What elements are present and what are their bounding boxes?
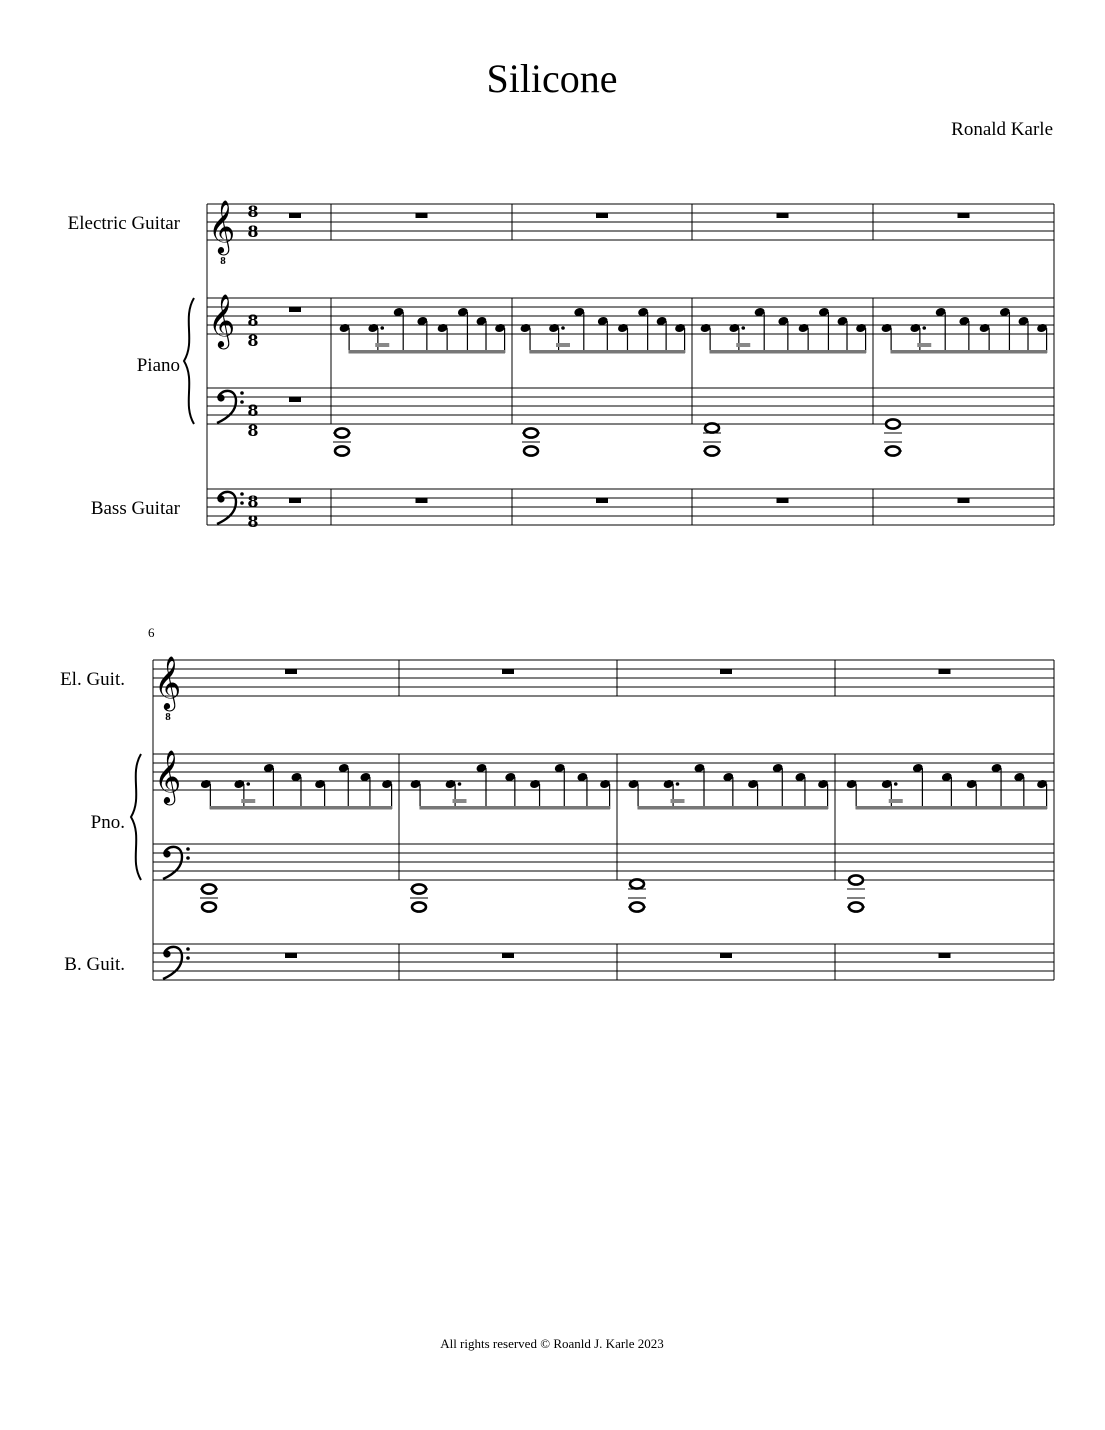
whole-note — [886, 419, 900, 428]
beam — [710, 350, 866, 354]
staff-label-b-guit: B. Guit. — [64, 954, 125, 975]
copyright-notice: All rights reserved © Roanld J. Karle 2023 — [440, 1336, 664, 1351]
treble-clef-icon: 𝄞 — [154, 749, 182, 803]
time-sig-piano-lh-top: 8 — [247, 401, 259, 420]
whole-note — [412, 884, 426, 893]
clef-octave-marker: 8 — [220, 255, 226, 267]
bass-clef-dot — [186, 956, 190, 960]
whole-rest — [416, 213, 428, 218]
time-sig-guitar-top: 8 — [247, 202, 259, 221]
sixteenth-rest — [453, 799, 467, 803]
whole-rest — [416, 498, 428, 503]
bass-clef-dot — [217, 495, 224, 502]
beam — [637, 806, 828, 810]
whole-note — [849, 875, 863, 884]
whole-note — [412, 902, 426, 911]
piano-brace — [131, 754, 141, 880]
whole-note — [524, 428, 538, 437]
whole-rest — [720, 669, 732, 674]
dot — [894, 782, 898, 786]
time-sig-bass-bottom: 8 — [247, 512, 259, 531]
whole-rest — [289, 307, 301, 312]
time-sig-piano-rh-bottom: 8 — [247, 331, 259, 350]
dot — [458, 782, 462, 786]
music-notation — [131, 199, 1054, 980]
beam — [210, 806, 392, 810]
piano-brace — [184, 298, 194, 424]
treble-clef-icon: 𝄞 — [208, 293, 236, 347]
bass-clef-dot — [240, 391, 244, 395]
whole-rest — [939, 953, 951, 958]
time-sig-piano-lh-bottom: 8 — [247, 421, 259, 440]
sixteenth-rest — [736, 343, 750, 347]
whole-rest — [502, 669, 514, 674]
time-sig-piano-rh-top: 8 — [247, 311, 259, 330]
whole-note — [202, 884, 216, 893]
staff-label-bass-guitar: Bass Guitar — [90, 498, 180, 519]
bass-clef-dot — [217, 394, 224, 401]
staff-label-piano: Piano — [136, 355, 180, 376]
whole-rest — [958, 213, 970, 218]
sixteenth-rest — [889, 799, 903, 803]
time-sig-guitar-bottom: 8 — [247, 222, 259, 241]
beam — [419, 806, 610, 810]
whole-note — [630, 879, 644, 888]
staff-label-el-guit: El. Guit. — [60, 669, 125, 690]
composer-name: Ronald Karle — [951, 119, 1053, 140]
dot — [380, 326, 384, 330]
whole-rest — [958, 498, 970, 503]
beam — [891, 350, 1047, 354]
sixteenth-rest — [671, 799, 685, 803]
bass-clef-dot — [240, 501, 244, 505]
whole-note — [630, 902, 644, 911]
sixteenth-rest — [917, 343, 931, 347]
whole-note — [335, 428, 349, 437]
whole-note — [202, 902, 216, 911]
dot — [922, 326, 926, 330]
bass-clef-dot — [163, 850, 170, 857]
staff-label-pno: Pno. — [90, 812, 125, 833]
beam — [856, 806, 1047, 810]
whole-note — [705, 446, 719, 455]
whole-rest — [289, 498, 301, 503]
dot — [246, 782, 250, 786]
bass-clef-dot — [163, 950, 170, 957]
bass-clef-dot — [186, 856, 190, 860]
whole-rest — [777, 213, 789, 218]
whole-rest — [596, 498, 608, 503]
whole-note — [524, 446, 538, 455]
staff-label-electric-guitar: Electric Guitar — [67, 213, 180, 234]
whole-note — [335, 446, 349, 455]
score-title: Silicone — [486, 56, 618, 101]
whole-rest — [596, 213, 608, 218]
beam — [529, 350, 685, 354]
whole-note — [705, 423, 719, 432]
bass-clef-dot — [186, 847, 190, 851]
whole-rest — [289, 213, 301, 218]
bass-clef-dot — [240, 492, 244, 496]
time-sig-bass-top: 8 — [247, 492, 259, 511]
whole-rest — [777, 498, 789, 503]
sixteenth-rest — [241, 799, 255, 803]
dot — [741, 326, 745, 330]
treble-clef-icon: 𝄞 — [154, 655, 182, 709]
sixteenth-rest — [375, 343, 389, 347]
dot — [676, 782, 680, 786]
clef-octave-marker: 8 — [165, 711, 171, 723]
whole-note — [849, 902, 863, 911]
whole-rest — [289, 397, 301, 402]
beam — [349, 350, 505, 354]
whole-rest — [939, 669, 951, 674]
measure-number: 6 — [148, 625, 155, 640]
bass-clef-dot — [186, 947, 190, 951]
whole-rest — [720, 953, 732, 958]
bass-clef-dot — [240, 400, 244, 404]
whole-rest — [285, 953, 297, 958]
treble-clef-icon: 𝄞 — [208, 199, 236, 253]
whole-note — [886, 446, 900, 455]
sixteenth-rest — [556, 343, 570, 347]
whole-rest — [285, 669, 297, 674]
whole-rest — [502, 953, 514, 958]
dot — [561, 326, 565, 330]
